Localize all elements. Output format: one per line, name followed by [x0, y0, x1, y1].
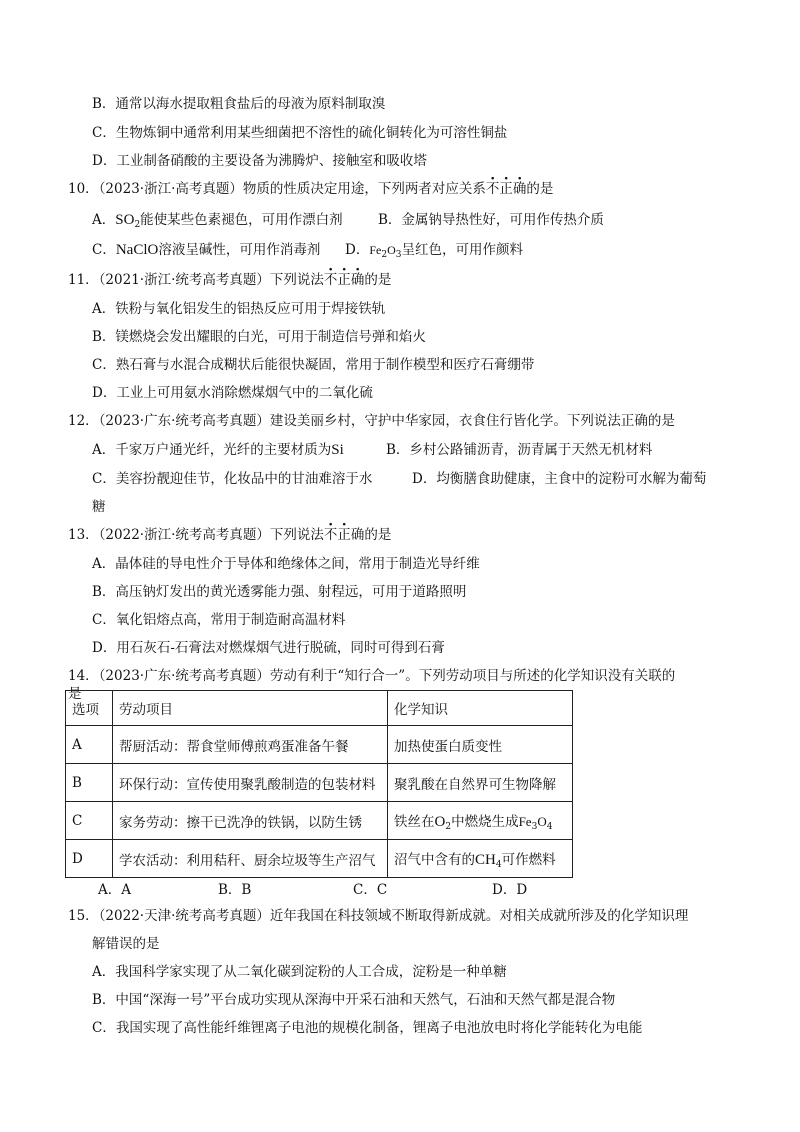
q11-stem: 11．（2021·浙江·统考高考真题）下列说法不正确的是	[68, 272, 392, 288]
table-header-row	[66, 691, 573, 726]
q14-stem: 14．（2023·广东·统考高考真题）劳动有利于“知行合一”。下列劳动项目与所述的化学知识没有关联的	[68, 668, 676, 684]
q9-option-b: B．通常以海水提取粗食盐后的母液为原料制取溴	[92, 96, 386, 112]
table-cell: D	[66, 840, 113, 878]
q10-option-d: D．$Fe_2O_3$呈红色，可用作颜料	[345, 242, 523, 260]
table-cell: 加热使蛋白质变性	[388, 726, 573, 764]
table-header-cell: 劳动项目	[113, 691, 388, 726]
q10-option-b: B．金属钠导热性好，可用作传热介质	[378, 212, 604, 228]
question-source: （2023·广东·统考高考真题）	[98, 413, 270, 429]
q12-option-c: C．美容扮靓迎佳节，化妆品中的甘油难溶于水	[92, 471, 373, 487]
question-number: 15．	[68, 908, 99, 924]
question-source: （2023·广东·统考高考真题）	[98, 668, 270, 684]
table-cell: 学农活动：利用秸秆、厨余垃圾等生产沼气	[113, 840, 388, 878]
question-source: （2021·浙江·统考高考真题）	[98, 272, 270, 288]
q11-option-d: D．工业上可用氨水消除燃煤烟气中的二氧化硫	[92, 385, 373, 401]
q12-option-b: B．乡村公路铺沥青，沥青属于天然无机材料	[386, 442, 653, 458]
q10-option-c: C．NaClO溶液呈碱性，可用作消毒剂	[92, 242, 321, 258]
q15-option-b: B．中国“深海一号”平台成功实现从深海中开采石油和天然气，石油和天然气都是混合物	[92, 992, 616, 1008]
question-number: 13．	[68, 527, 99, 543]
q14-answer-b: B．B	[218, 882, 252, 898]
question-source: （2023·浙江·高考真题）	[98, 181, 243, 197]
q13-option-d: D．用石灰石-石膏法对燃煤烟气进行脱硫，同时可得到石膏	[92, 640, 445, 656]
table-header-cell: 化学知识	[388, 691, 573, 726]
question-number: 10．	[68, 181, 99, 197]
q9-option-d: D．工业制备硝酸的主要设备为沸腾炉、接触室和吸收塔	[92, 153, 427, 169]
q14-table	[65, 690, 573, 878]
q15-option-a: A．我国科学家实现了从二氧化碳到淀粉的人工合成，淀粉是一种单糖	[92, 964, 507, 980]
q12-option-d: D．均衡膳食助健康，主食中的淀粉可水解为葡萄	[412, 471, 707, 487]
q13-stem: 13．（2022·浙江·统考高考真题）下列说法不正确的是	[68, 527, 392, 543]
question-source: （2022·天津·统考高考真题）	[98, 908, 270, 924]
table-row	[66, 726, 573, 764]
table-cell: 铁丝在$O_2$中燃烧生成$Fe_3O_4$	[388, 802, 573, 840]
q14-answer-c: C．C	[353, 882, 388, 898]
table-cell: C	[66, 802, 113, 840]
question-number: 14．	[68, 668, 99, 684]
q15-stem: 15．（2022·天津·统考高考真题）近年我国在科技领域不断取得新成就。对相关成就所涉及的化学知识理	[68, 908, 689, 924]
table-cell: 帮厨活动：帮食堂师傅煎鸡蛋准备午餐	[113, 726, 388, 764]
q10-option-a: A．$SO_2$能使某些色素褪色，可用作漂白剂	[92, 212, 343, 230]
question-number: 12．	[68, 413, 99, 429]
table-cell: 家务劳动：擦干已洗净的铁锅，以防生锈	[113, 802, 388, 840]
table-cell: 沼气中含有的$CH_4$可作燃料	[388, 840, 573, 878]
table-cell: 环保行动：宣传使用聚乳酸制造的包装材料	[113, 764, 388, 802]
table-cell: B	[66, 764, 113, 802]
q9-option-c: C．生物炼铜中通常利用某些细菌把不溶性的硫化铜转化为可溶性铜盐	[92, 125, 508, 141]
table-header-cell: 选项	[66, 691, 113, 726]
table-row	[66, 764, 573, 802]
q13-option-b: B．高压钠灯发出的黄光透雾能力强、射程远，可用于道路照明	[92, 584, 467, 600]
table-row	[66, 802, 573, 840]
table-cell: 聚乳酸在自然界可生物降解	[388, 764, 573, 802]
question-number: 11．	[68, 272, 99, 288]
q10-stem: 10．（2023·浙江·高考真题）物质的性质决定用途，下列两者对应关系不正确的是	[68, 181, 554, 197]
q13-option-c: C．氧化铝熔点高，常用于制造耐高温材料	[92, 612, 346, 628]
q14-stem-tail: 是	[68, 686, 82, 702]
q15-stem-cont: 解错误的是	[92, 936, 160, 952]
q14-answer-a: A．A	[98, 882, 131, 898]
q12-stem: 12．（2023·广东·统考高考真题）建设美丽乡村，守护中华家园，衣食住行皆化学。下列说法正确的是	[68, 413, 675, 429]
table-row	[66, 840, 573, 878]
q11-option-c: C．熟石膏与水混合成糊状后能很快凝固，常用于制作模型和医疗石膏绷带	[92, 357, 535, 373]
q12-option-a: A．千家万户通光纤，光纤的主要材质为Si	[92, 442, 344, 458]
q11-option-a: A．铁粉与氧化铝发生的铝热反应可用于焊接铁轨	[92, 301, 386, 317]
table-cell: A	[66, 726, 113, 764]
question-source: （2022·浙江·统考高考真题）	[98, 527, 270, 543]
q15-option-c: C．我国实现了高性能纤维锂离子电池的规模化制备，锂离子电池放电时将化学能转化为电能	[92, 1020, 643, 1036]
q12-option-d-cont: 糖	[92, 499, 106, 515]
q13-option-a: A．晶体硅的导电性介于导体和绝缘体之间，常用于制造光导纤维	[92, 556, 480, 572]
q14-answer-d: D．D	[492, 882, 528, 898]
q11-option-b: B．镁燃烧会发出耀眼的白光，可用于制造信号弹和焰火	[92, 329, 426, 345]
